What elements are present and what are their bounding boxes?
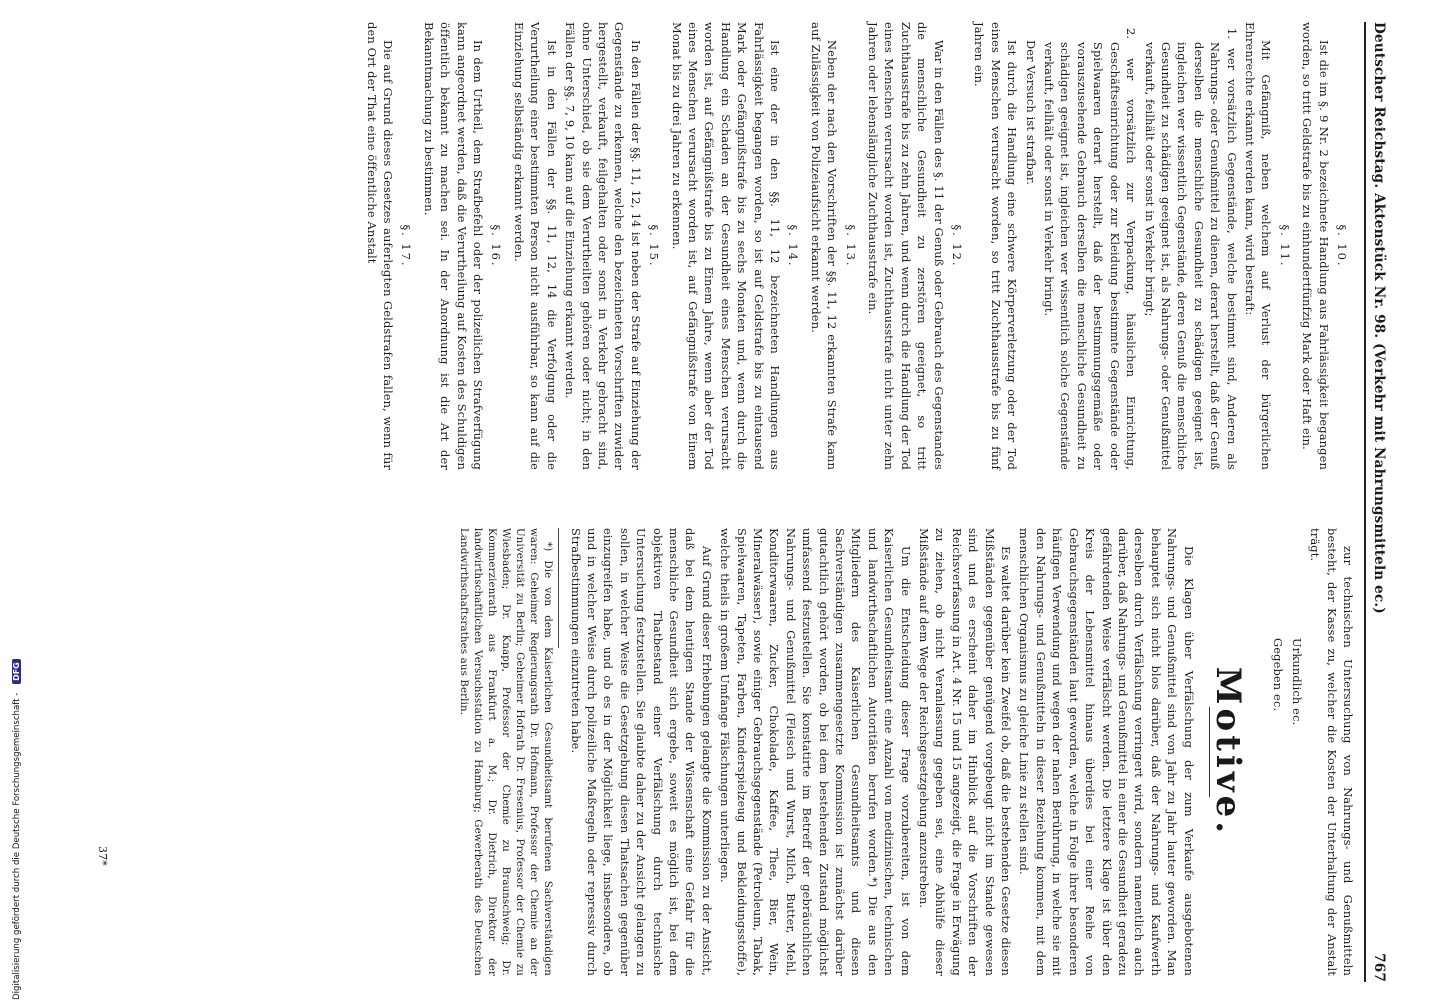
paragraph-heading: §. 15. [647, 224, 662, 268]
closing-formula: Gegeben ec. [1271, 638, 1286, 712]
paragraph-heading: §. 11. [1277, 224, 1292, 268]
paragraph-heading: §. 17. [399, 224, 414, 268]
body-paragraph: In den Fällen der §§. 11, 12, 14 ist neben der Strafe auf Einziehung der Gegenstände zu erkennen, welche den bezeichneten Vorschriften zuwider hergestellt, verkauft, feilgehalten oder sonst in Verkehr gebracht sind, ohne Unterschied, ob sie dem Verurtheilten gehören oder nicht; in den Fällen der §§. 7, 9, 10 kann auf die Einziehung erkannt werden. [563, 22, 643, 470]
header-page-number: 767 [1371, 953, 1387, 982]
numbered-clause: 1. wer vorsätzlich Gegenstände, welche bestimmt sind, Anderen als Nahrungs- oder Genußmittel zu dienen, derart herstellt, daß der Genuß derselben die menschliche Gesundheit zu schädigen geeignet ist, ingleichen wer wissentlich Gegenstände, deren Genuß die menschliche Gesundheit zu schädigen geeignet ist, als Nahrungs- oder Genußmittel verkauft, feilhält oder sonst in Verkehr bringt; [1142, 28, 1239, 470]
paragraph-heading: §. 12. [950, 224, 965, 268]
body-paragraph: Es waltet darüber kein Zweifel ob, daß die bestehenden Gesetze diesen Mißständen gegenüber genügend vorgebeugt nicht im Stande gewesen sind und es erscheint daher im Hinblick auf die Vorschriften der Reichsverfassung in Art. 4 Nr. 15 und 15 angezeigt, die Frage in Erwägung zu ziehen, ob nicht Veranlassung gegeben sei, eine Abhülfe dieser Mißstände auf dem Wege der Reichsgesetzgebung anzustreben. [917, 528, 1014, 976]
body-paragraph: Ist in den Fällen der §§. 11, 12, 14 die Verfolgung oder die Verurtheilung einer bestimmten Person nicht ausführbar, so kann auf die Einziehung selbständig erkannt werden. [511, 22, 559, 470]
body-paragraph: Die Klagen über Verfälschung der zum Verkaufe ausgebotenen Nahrungs- und Genußmittel sind von Jahr zu Jahr lauter geworden. Man behauptet sich nicht blos darüber, daß der Nahrungs- und Kaufwerth derselben durch Verfälschung verringert wird, sondern namentlich auch darüber, daß Nahrungs- und Genußmittel in einer die Gesundheit geradezu gefährdenden Weise verfälscht werden. Die letztere Klage ist über den Kreis der Lebensmittel hinaus überdies bei einer Reihe von Gebrauchsgegenständen laut geworden, welche in Folge ihrer besonderen häufigen Verwendung und wegen der nahen Berührung, in welche sie mit den Nahrungs- und Genußmitteln in dieser Beziehung kommen, mit dem menschlichen Organismus zu gleiche Linie zu stellen sind. [1017, 528, 1196, 976]
rotated-page-content [90, 0, 1400, 1000]
closing-formula: Urkundlich ec. [1289, 638, 1304, 726]
body-paragraph: Neben der nach den Vorschriften der §§. 11, 12 erkannten Strafe kann auf Zulässigkeit von Polizeiaufsicht erkannt werden. [808, 22, 840, 470]
body-paragraph: Ist die im §. 9 Nr. 2 bezeichnete Handlung aus Fahrlässigkeit begangen worden, so tritt Geldstrafe bis zu einhundertfünfzig Mark oder Haft ein. [1300, 22, 1331, 470]
body-paragraph: Ist eine der in den §§. 11, 12 bezeichneten Handlungen aus Fahrlässigkeit begangen worden, so ist auf Geldstrafe bis zu eintausend Mark oder Gefängnißstrafe bis zu sechs Monaten und, wenn durch die Handlung ein Schaden an der Gesundheit eines Menschen verursacht worden ist, auf Gefängnißstrafe bis zu Einem Jahre, wenn aber der Tod eines Menschen verursacht worden ist, auf Gefängnißstrafe von Einem Monat bis zu drei Jahren zu erkennen. [669, 22, 782, 470]
footnote-block [456, 528, 559, 976]
paragraph-heading: §. 13. [843, 224, 858, 268]
left-column [361, 22, 1356, 470]
header-title: Deutscher Reichstag. Aktenstück Nr. 98. (Verkehr mit Nahrungsmitteln ec.) [1371, 22, 1387, 614]
right-column [456, 528, 1356, 976]
numbered-clause: 2. wer vorsätzlich zur Verpackung, häuslichen Einrichtung, Geschäftseinrichtung oder zur Kleidung bestimmte Gegenstände oder Spielwaaren derart herstellt, daß der bestimmungsgemäße oder vorauszusehende Gebrauch derselben die menschliche Gesundheit zu schädigen geeignet ist, ingleichen wer wissentlich solche Gegenstände verkauft, feilhält oder sonst in Verkehr bringt. [1042, 28, 1139, 470]
body-paragraph: In dem Urtheil, dem Strafbefehl oder der polizeilichen Strafverfügung kann angeordnet werden, daß die Verurtheilung auf Kosten des Schuldigen öffentlich bekannt zu machen sei. In der Anordnung ist die Art der Bekanntmachung zu bestimmen. [421, 22, 486, 470]
credit-text: Digitalisierung gefördert durch die Deutsche Forschungsgemeinschaft - [12, 692, 22, 1000]
paragraph-heading: §. 14. [786, 224, 801, 268]
body-paragraph: Mit Gefängniß, neben welchem auf Verlust der bürgerlichen Ehrenrechte erkannt werden kann, wird bestraft: [1242, 22, 1274, 470]
body-paragraph: Um die Entscheidung dieser Frage vorzubereiten, ist von dem Kaiserlichen Gesundheitsamt eine Anzahl von medizinischen, technischen und landwirthschaftlichen Autoritäten berufen worden.*) Die aus den Mitgliedern des Kaiserlichen Gesundheitsamts und diesen Sachverständigen zusammengesetzte Kommission ist zunächst darüber gutachtlich gehört worden, ob bei dem bestehenden Zustand möglichst umfassend festzustellen. Sie konstatirte im Betreff der gebräuchlichen Nahrungs- und Genußmittel (Fleisch und Wurst, Milch, Butter, Mehl, Konditorwaaren, Zucker, Chokolade, Kaffee, Thee, Bier, Wein, Mineralwässer), sowie einiger Gebrauchsgegenstände (Petroleum, Tabak, Spielwaaren, Tapeten, Farben, Kinderspielzeug und Bekleidungsstoffe), welche theils in großem Umfange Fälschungen unterliegen. [718, 528, 913, 976]
section-title: Motive. [1207, 666, 1248, 838]
body-paragraph: Ist durch die Handlung eine schwere Körperverletzung oder der Tod eines Menschen verursacht worden, so tritt Zuchthausstrafe bis zu fünf Jahren ein. [972, 22, 1020, 470]
paragraph-heading: §. 10. [1335, 224, 1349, 268]
footnote-text: *) Die von dem Kaiserlichen Gesundheitsamt berufenen Sachverständigen waren: Geheimer Regierungsrath Dr. Hofmann, Professor der Chemie an der Universität zu Berlin; Geheimer Hofrath Dr. Fresenius, Professor der Chemie zu Wiesbaden; Dr. Knapp, Professor der Chemie zu Braunschweig; Dr. Kommerzienrath aus Frankfurt a. M.; Dr. Dietrich, Direktor der landwirthschaftlichen Versuchsstation zu Hamburg; Gewerberath des Deutschen Landwirthschaftsrathes aus Berlin. [458, 528, 554, 976]
body-paragraph: Die auf Grund dieses Gesetzes auferlegten Geldstrafen fallen, wenn für den Ort der That eine öffentliche Anstalt [364, 22, 396, 470]
running-header [1364, 22, 1388, 982]
dfg-logo: DFG [12, 659, 21, 684]
body-paragraph: Der Versuch ist strafbar. [1023, 40, 1038, 186]
body-paragraph: Auf Grund dieser Erhebungen gelangte die Kommission zu der Ansicht, daß bei dem heutigen Stande der Wissenschaft eine Gefahr für die menschliche Gesundheit sich ergebe, soweit es möglich ist, bei dem objektiven Thatbestand einer Verfälschung durch technische Untersuchung festzustellen. Sie glaubte daher zu der Ansicht gelangen zu sollen, in welcher Weise die Gesetzgebung diesen Thatsachen gegenüber einzugreifen habe, und ob es in der Möglichkeit liege, insbesondere, ob und in welcher Weise durch polizeiliche Maßregeln oder repressiv durch Strafbestimmungen einzutreten habe. [568, 528, 714, 976]
body-paragraph: zur technischen Untersuchung von Nahrungs- und Genußmitteln besteht, der Kasse zu, welcher die Kosten der Unterhaltung der Anstalt trägt. [1308, 528, 1355, 976]
page-folio: 37* [96, 846, 109, 866]
digitization-credit [12, 0, 26, 1000]
paragraph-heading: §. 16. [489, 224, 504, 268]
body-paragraph: War in den Fällen des §. 11 der Genuß oder Gebrauch des Gegenstandes die menschliche Gesundheit zu zerstören geeignet, so tritt Zuchthausstrafe bis zu zehn Jahren, und wenn durch die Handlung der Tod eines Menschen verursacht worden ist, Zuchthausstrafe nicht unter zehn Jahren oder lebenslängliche Zuchthausstrafe ein. [866, 22, 946, 470]
footnote-rule [558, 528, 559, 648]
